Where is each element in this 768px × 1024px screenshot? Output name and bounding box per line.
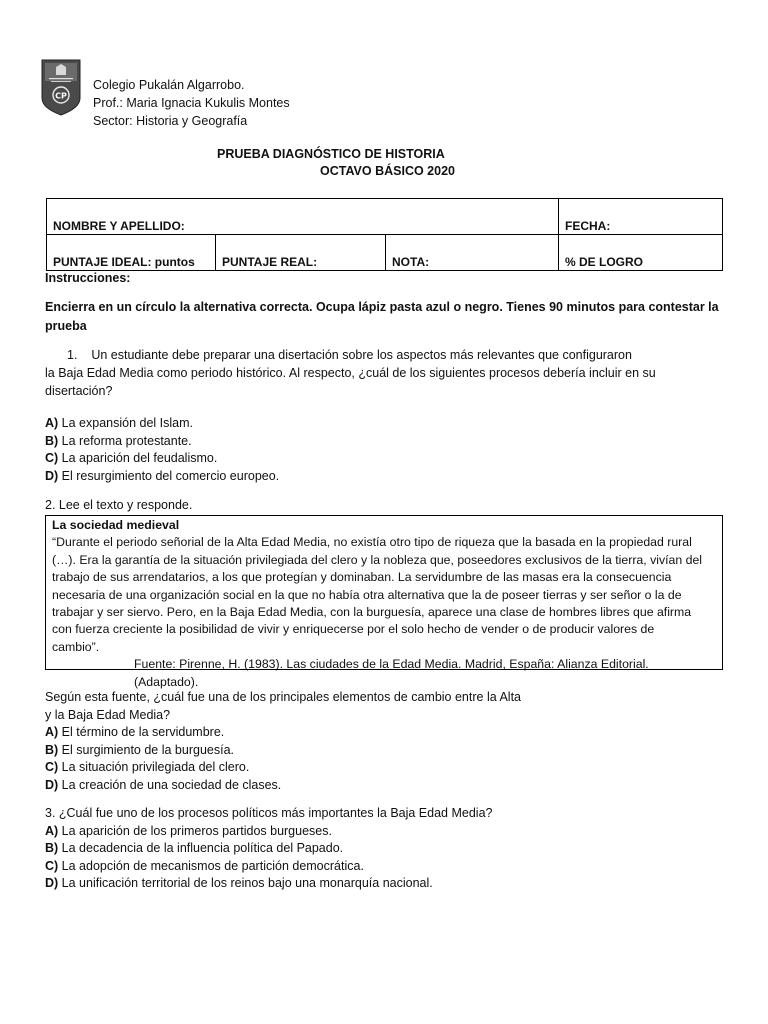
- option-b[interactable]: B) El surgimiento de la burguesía.: [45, 742, 234, 757]
- question-3: [45, 805, 725, 893]
- svg-text:CP: CP: [55, 91, 67, 101]
- quote-line: (…). Era la garantía de la situación privilegiada del clero y la nobleza que, poseedores exclusivos de la tierra, vivían del: [52, 552, 703, 567]
- quote-line: “Durante el periodo señorial de la Alta Edad Media, no existía otro tipo de riqueza que la basada en la propiedad rural: [52, 535, 692, 550]
- option-b[interactable]: B) La reforma protestante.: [45, 433, 192, 448]
- quote-line: con fuerza creciente la posibilidad de vivir y enriquecerse por el solo hecho de vender o de producir valores de: [52, 622, 655, 637]
- question-1-text: disertación?: [45, 384, 113, 398]
- source-title: La sociedad medieval: [52, 518, 180, 532]
- option-c[interactable]: C) La situación privilegiada del clero.: [45, 760, 250, 775]
- option-c[interactable]: C) La aparición del feudalismo.: [45, 451, 218, 466]
- source-text-box: [45, 515, 723, 689]
- question-1-text: Un estudiante debe preparar una disertación sobre los aspectos más relevantes que configuraron: [91, 348, 632, 362]
- real-score-field[interactable]: PUNTAJE REAL:: [216, 235, 386, 271]
- question-3-text: 3. ¿Cuál fue uno de los procesos políticos más importantes la Baja Edad Media?: [45, 806, 493, 820]
- question-1-number: 1.: [67, 348, 78, 362]
- option-c[interactable]: C) La adopción de mecanismos de partición democrática.: [45, 858, 364, 873]
- option-a[interactable]: A) La aparición de los primeros partidos burgueses.: [45, 823, 332, 838]
- exam-subtitle: OCTAVO BÁSICO 2020: [320, 164, 455, 178]
- instructions-heading: Instrucciones:: [45, 271, 131, 285]
- grade-field[interactable]: NOTA:: [386, 235, 559, 271]
- quote-line: cambio”.: [52, 639, 100, 654]
- achievement-field[interactable]: % DE LOGRO: [559, 235, 723, 271]
- question-2-text: Según esta fuente, ¿cuál fue una de los principales elementos de cambio entre la Alta: [45, 690, 521, 704]
- option-a[interactable]: A) La expansión del Islam.: [45, 416, 194, 430]
- teacher-name: Prof.: Maria Ignacia Kukulis Montes: [93, 96, 290, 110]
- question-1-options: [45, 415, 279, 485]
- subject-sector: Sector: Historia y Geografía: [93, 114, 248, 128]
- instructions-text: Encierra en un círculo la alternativa correcta. Ocupa lápiz pasta azul o negro. Tienes 90 minutos para contestar la prueba: [45, 300, 719, 333]
- date-field[interactable]: FECHA:: [559, 199, 723, 235]
- option-d[interactable]: D) El resurgimiento del comercio europeo.: [45, 468, 280, 483]
- option-d[interactable]: D) La creación de una sociedad de clases.: [45, 777, 282, 792]
- ideal-score-field[interactable]: PUNTAJE IDEAL: puntos: [47, 235, 216, 271]
- source-citation: Fuente: Pirenne, H. (1983). Las ciudades de la Edad Media. Madrid, España: Alianza Editorial. (Adaptado).: [134, 657, 649, 689]
- question-2-prompt: 2. Lee el texto y responde.: [45, 498, 193, 512]
- student-info-table: [46, 198, 723, 271]
- quote-line: trabajar y ser siervo. Pero, en la Baja Edad Media, con la burguesía, aparece una clase de hombres libres que afirma: [52, 605, 692, 620]
- quote-line: trabajo de sus arrendatarios, a los que protegían y dominaban. La servidumbre de las masas era la consecuencia: [52, 570, 672, 585]
- quote-line: necesaria de una organización social en la que no había otra alternativa que la de poseer tierras y ser señor o la de: [52, 587, 682, 602]
- question-1-text: la Baja Edad Media como periodo histórico. Al respecto, ¿cuál de los siguientes procesos debería incluir en su: [45, 366, 656, 380]
- option-b[interactable]: B) La decadencia de la influencia política del Papado.: [45, 841, 344, 856]
- school-info: [93, 76, 290, 130]
- question-1: [45, 346, 725, 400]
- school-name: Colegio Pukalán Algarrobo.: [93, 78, 245, 92]
- exam-title: PRUEBA DIAGNÓSTICO DE HISTORIA: [217, 147, 445, 161]
- question-2: [45, 689, 725, 795]
- school-shield-logo: [41, 58, 81, 116]
- option-d[interactable]: D) La unificación territorial de los reinos bajo una monarquía nacional.: [45, 876, 433, 891]
- option-a[interactable]: A) El término de la servidumbre.: [45, 725, 225, 740]
- name-field[interactable]: NOMBRE Y APELLIDO:: [47, 199, 559, 235]
- question-2-text: y la Baja Edad Media?: [45, 707, 171, 722]
